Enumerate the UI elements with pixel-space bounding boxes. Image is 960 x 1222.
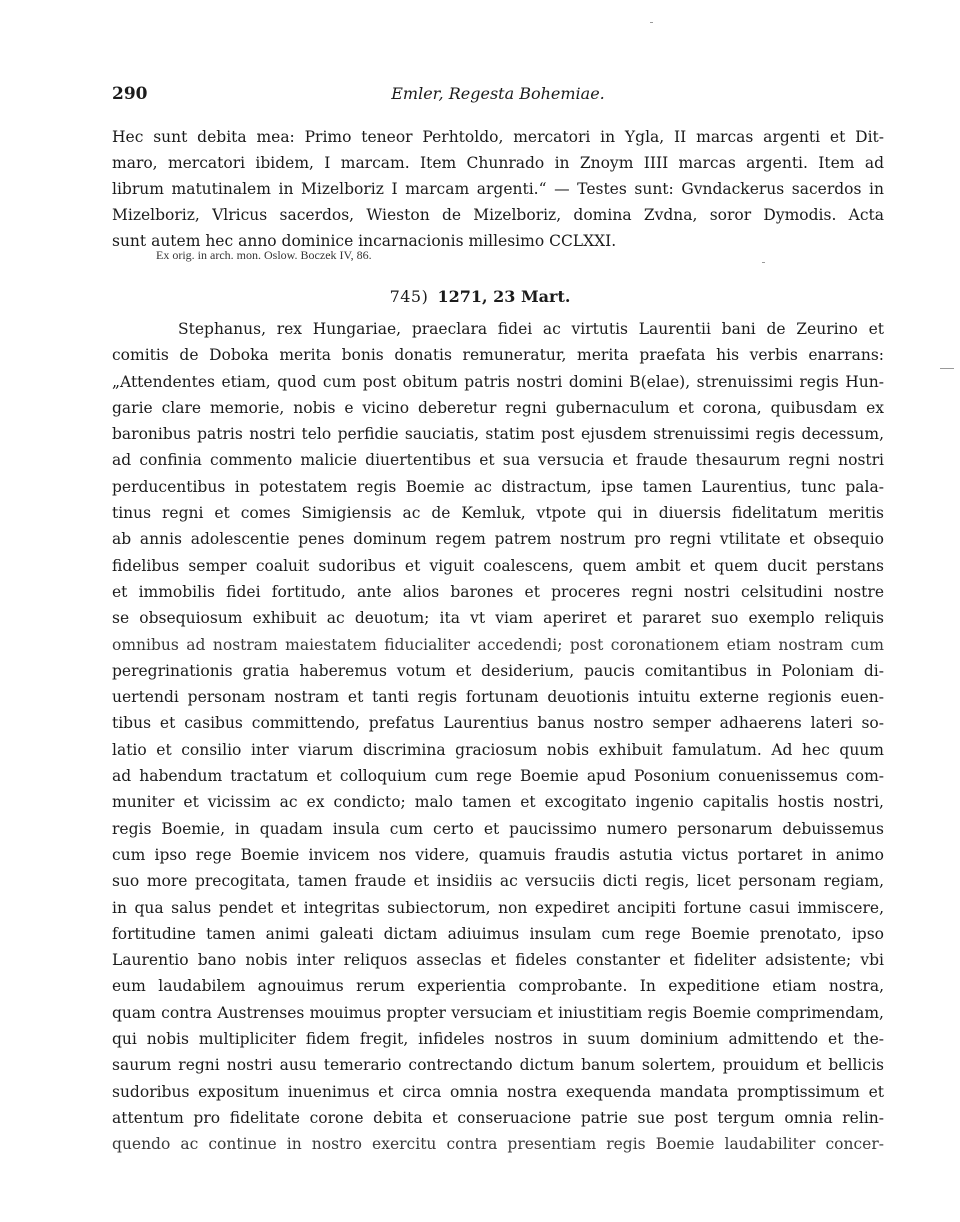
text-line: saurum regni nostri ausu temerario contrectando dictum banum solertem, prouidum et bellicis (112, 1056, 884, 1075)
text-line: „Attendentes etiam, quod cum post obitum patris nostri domini B(elae), strenuissimi regis Hun- (112, 372, 884, 391)
scan-speck (762, 262, 765, 263)
text-line: tinus regni et comes Simigiensis ac de Kemluk, vtpote qui in diuersis fidelitatum meritis (112, 504, 884, 523)
running-title: Emler, Regesta Bohemiae. (391, 84, 605, 103)
text-line: ad habendum tractatum et colloquium cum rege Boemie apud Posonium conuenissemus com- (112, 767, 884, 786)
text-line: Hec sunt debita mea: Primo teneor Perhtoldo, mercatori in Ygla, II marcas argenti et Dit- (112, 128, 884, 146)
text-line: regis Boemie, in quadam insula cum certo et paucissimo numero personarum debuissemus (112, 819, 884, 838)
text-line: maro, mercatori ibidem, I marcam. Item Chunrado in Znoym IIII marcas argenti. Item ad (112, 154, 884, 172)
page-number: 290 (112, 84, 148, 104)
text-line: omnibus ad nostram maiestatem fiducialiter accedendi; post coronationem etiam nostram cum (112, 635, 884, 654)
text-line: cum ipso rege Boemie invicem nos videre, quamuis fraudis astutia victus portaret in animo (112, 845, 884, 864)
text-line: perducentibus in potestatem regis Boemie ac distractum, ipse tamen Laurentius, tunc pala- (112, 477, 884, 496)
text-line: sunt autem hec anno dominice incarnacionis millesimo CCLXXI. (112, 232, 617, 250)
entry-date: 1271, 23 Mart. (437, 287, 571, 306)
text-line: latio et consilio inter viarum discrimina graciosum nobis exhibuit famulatum. Ad hec quum (112, 740, 884, 759)
text-line: suo more precogitata, tamen fraude et insidiis ac versuciis dicti regis, licet personam regiam, (112, 872, 884, 891)
previous-entry-text (112, 124, 884, 254)
text-line: quendo ac continue in nostro exercitu contra presentiam regis Boemie laudabiliter concer- (112, 1135, 884, 1154)
text-line: tibus et casibus committendo, prefatus Laurentius banus nostro semper adhaerens lateri so- (112, 714, 884, 733)
text-line: peregrinationis gratia haberemus votum et desiderium, paucis comitantibus in Poloniam di- (112, 661, 884, 680)
scan-speck (940, 368, 954, 369)
text-line: attentum pro fidelitate corone debita et conseruacione patrie sue post tergum omnia relin- (112, 1108, 884, 1127)
text-line: fidelibus semper coaluit sudoribus et viguit coalescens, quem ambit et quem ducit perstans (112, 556, 884, 575)
text-line: se obsequiosum exhibuit ac deuotum; ita vt viam aperiret et pararet suo exemplo reliquis (112, 609, 884, 628)
text-line: Laurentio bano nobis inter reliquos asseclas et fideles constanter et fideliter adsistente; vbi (112, 951, 884, 970)
scan-speck (650, 22, 653, 23)
text-line: eum laudabilem agnouimus rerum experientia comprobante. In expeditione etiam nostra, (112, 977, 884, 996)
text-line: comitis de Doboka merita bonis donatis remuneratur, merita praefata his verbis enarrans: (112, 346, 884, 365)
text-line: quam contra Austrenses mouimus propter versuciam et iniustitiam regis Boemie comprimendam, (112, 1003, 884, 1022)
text-line: qui nobis multipliciter fidem fregit, infideles nostros in suum dominium admittendo et the- (112, 1030, 884, 1049)
running-head (112, 84, 884, 110)
entry-body (112, 316, 884, 1158)
text-line: sudoribus expositum inuenimus et circa omnia nostra exequenda mandata promptissimum et (112, 1082, 884, 1101)
text-line: ab annis adolescentie penes dominum regem patrem nostrum pro regni vtilitate et obsequio (112, 530, 884, 549)
text-line: in qua salus pendet et integritas subiectorum, non expediret ancipiti fortune casui immiscere, (112, 898, 884, 917)
text-line: muniter et vicissim ac ex condicto; malo tamen et excogitato ingenio capitalis hostis nostri, (112, 793, 884, 812)
text-line: Stephanus, rex Hungariae, praeclara fidei ac virtutis Laurentii bani de Zeurino et (178, 320, 884, 338)
text-line: librum matutinalem in Mizelboriz I marcam argenti.“ — Testes sunt: Gvndackerus sacerdos in (112, 180, 884, 198)
text-line: fortitudine tamen animi galeati dictam adiuimus insulam cum rege Boemie prenotato, ipso (112, 924, 884, 943)
entry-heading (0, 287, 960, 306)
text-line: garie clare memorie, nobis e vicino deberetur regni gubernaculum et corona, quibusdam ex (112, 398, 884, 417)
source-note: Ex orig. in arch. mon. Oslow. Boczek IV, 86. (156, 248, 372, 262)
text-line: ad confinia commento malicie diuertentibus et sua versucia et fraude thesaurum regni nostri (112, 451, 884, 470)
entry-number: 745) (389, 287, 429, 306)
text-line: Mizelboriz, Vlricus sacerdos, Wieston de Mizelboriz, domina Zvdna, soror Dymodis. Acta (112, 206, 884, 224)
text-line: et immobilis fidei fortitudo, ante alios barones et proceres regni nostri celsitudini nostre (112, 582, 884, 601)
text-line: baronibus patris nostri telo perfidie sauciatis, statim post ejusdem strenuissimi regis decessum, (112, 425, 884, 444)
text-line: uertendi personam nostram et tanti regis fortunam deuotionis intuitu externe regionis euen- (112, 688, 884, 707)
